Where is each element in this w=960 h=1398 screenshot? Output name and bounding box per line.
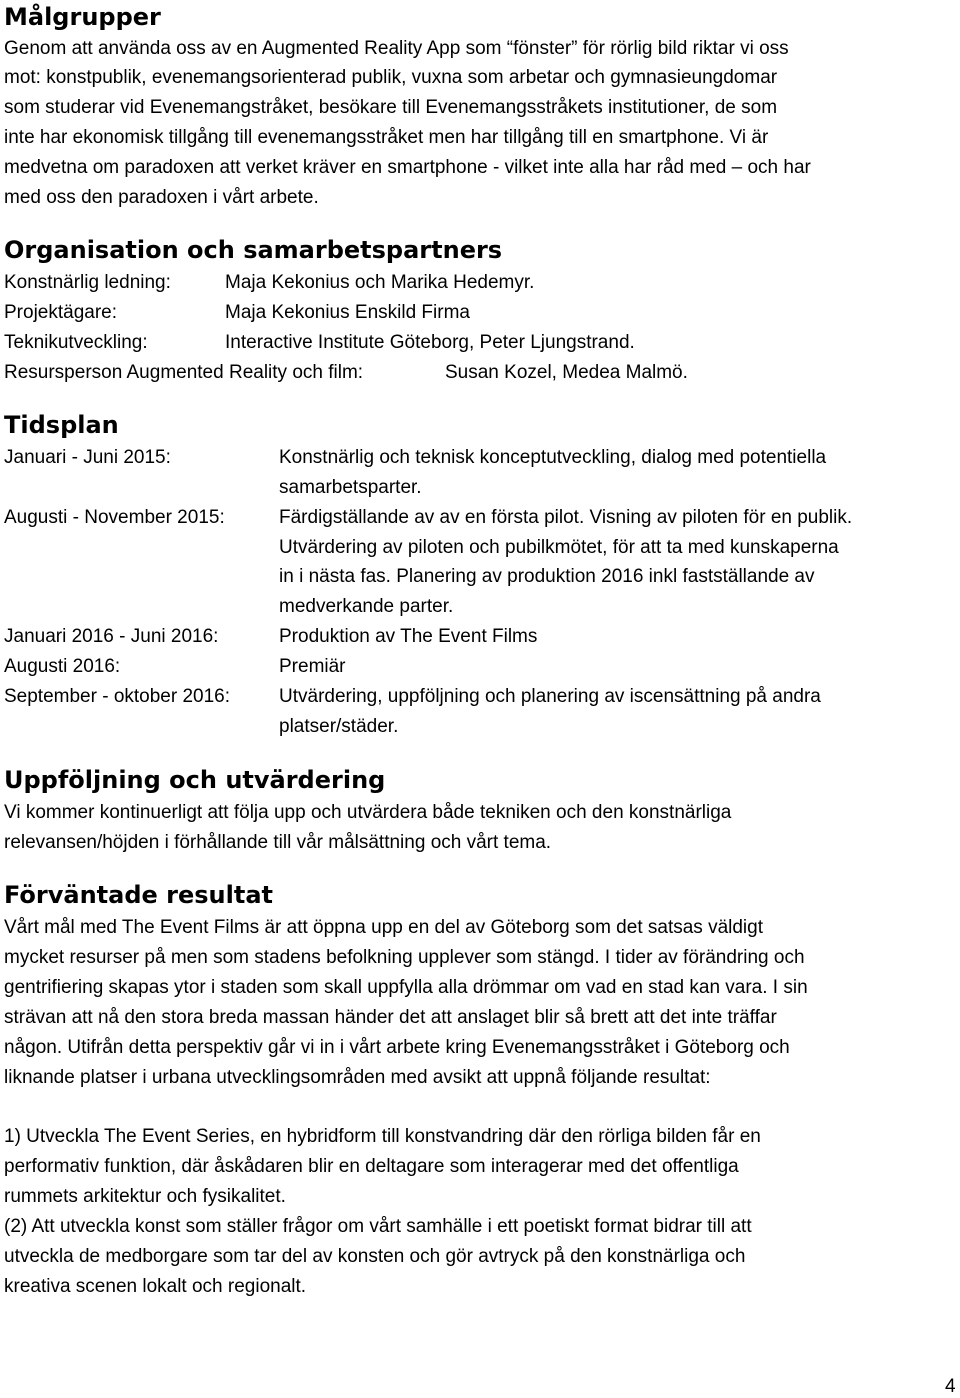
- heading-uppfoljning: Uppföljning och utvärdering: [4, 766, 386, 794]
- resultat-item2-line: kreativa scenen lokalt och regionalt.: [4, 1276, 307, 1297]
- schedule-text: Färdigställande av av en första pilot. Visning av piloten för en publik.: [279, 507, 853, 528]
- org-label: Projektägare:: [4, 302, 118, 323]
- resultat-item1-line: performativ funktion, där åskådaren blir en deltagare som interagerar med det offentliga: [4, 1156, 739, 1177]
- page-number: 4: [945, 1376, 956, 1397]
- malgrupper-line: med oss den paradoxen i vårt arbete.: [4, 187, 319, 208]
- org-label: Teknikutveckling:: [4, 332, 148, 353]
- malgrupper-line: mot: konstpublik, evenemangsorienterad publik, vuxna som arbetar och gymnasieungdomar: [4, 67, 778, 88]
- uppfoljning-line: Vi kommer kontinuerligt att följa upp och utvärdera både tekniken och den konstnärliga: [4, 802, 732, 823]
- resultat-line: gentrifiering skapas ytor i staden som skall uppfylla alla drömmar om vad en stad kan vara. I sin: [4, 977, 808, 998]
- schedule-label: Augusti 2016:: [4, 656, 121, 677]
- resultat-line: liknande platser i urbana utvecklingsområden med avsikt att uppnå följande resultat:: [4, 1067, 711, 1088]
- schedule-text: medverkande parter.: [279, 596, 454, 617]
- org-value: Maja Kekonius och Marika Hedemyr.: [225, 272, 535, 293]
- org-label: Konstnärlig ledning:: [4, 272, 171, 293]
- resultat-item1-line: rummets arkitektur och fysikalitet.: [4, 1186, 286, 1207]
- org-value: Interactive Institute Göteborg, Peter Ljungstrand.: [225, 332, 635, 353]
- malgrupper-line: inte har ekonomisk tillgång till evenemangsstråket men har tillgång till en smartphone. Vi är: [4, 127, 769, 148]
- schedule-label: September - oktober 2016:: [4, 686, 231, 707]
- schedule-text: Utvärdering av piloten och pubilkmötet, för att ta med kunskaperna: [279, 537, 839, 558]
- schedule-text: Konstnärlig och teknisk konceptutveckling, dialog med potentiella: [279, 447, 827, 468]
- schedule-text: Premiär: [279, 656, 346, 677]
- heading-resultat: Förväntade resultat: [4, 881, 274, 909]
- org-value: Maja Kekonius Enskild Firma: [225, 302, 470, 323]
- schedule-text: Utvärdering, uppföljning och planering av iscensättning på andra: [279, 686, 821, 707]
- org-value: Susan Kozel, Medea Malmö.: [445, 362, 688, 383]
- resultat-item1-line: 1) Utveckla The Event Series, en hybridform till konstvandring där den rörliga bilden får en: [4, 1126, 761, 1147]
- malgrupper-line: medvetna om paradoxen att verket kräver en smartphone - vilket inte alla har råd med – och har: [4, 157, 811, 178]
- resultat-line: strävan att nå den stora breda massan händer det att anslaget blir så brett att det inte träffar: [4, 1007, 777, 1028]
- schedule-text: in i nästa fas. Planering av produktion 2016 inkl fastställande av: [279, 566, 815, 587]
- heading-organisation: Organisation och samarbetspartners: [4, 236, 503, 264]
- schedule-label: Januari 2016 - Juni 2016:: [4, 626, 219, 647]
- resultat-line: Vårt mål med The Event Films är att öppna upp en del av Göteborg som det satsas väldigt: [4, 917, 763, 938]
- heading-malgrupper: Målgrupper: [4, 3, 161, 31]
- schedule-label: Augusti - November 2015:: [4, 507, 225, 528]
- resultat-line: mycket resurser på men som stadens befolkning upplever som stängd. I tider av förändring och: [4, 947, 805, 968]
- uppfoljning-line: relevansen/höjden i förhållande till vår målsättning och vårt tema.: [4, 832, 552, 853]
- malgrupper-line: Genom att använda oss av en Augmented Reality App som “fönster” för rörlig bild riktar vi oss: [4, 38, 789, 59]
- resultat-line: någon. Utifrån detta perspektiv går vi in i vårt arbete kring Evenemangsstråket i Göteborg och: [4, 1037, 790, 1058]
- heading-tidsplan: Tidsplan: [4, 411, 119, 439]
- org-label: Resursperson Augmented Reality och film:: [4, 362, 364, 383]
- schedule-text: platser/städer.: [279, 716, 399, 737]
- schedule-text: samarbetsparter.: [279, 477, 422, 498]
- schedule-text: Produktion av The Event Films: [279, 626, 538, 647]
- resultat-item2-line: (2) Att utveckla konst som ställer frågor om vårt samhälle i ett poetiskt format bidrar till att: [4, 1216, 752, 1237]
- schedule-label: Januari - Juni 2015:: [4, 447, 171, 468]
- malgrupper-line: som studerar vid Evenemangstråket, besökare till Evenemangsstråkets institutioner, de som: [4, 97, 778, 118]
- resultat-item2-line: utveckla de medborgare som tar del av konsten och gör avtryck på den konstnärliga och: [4, 1246, 746, 1267]
